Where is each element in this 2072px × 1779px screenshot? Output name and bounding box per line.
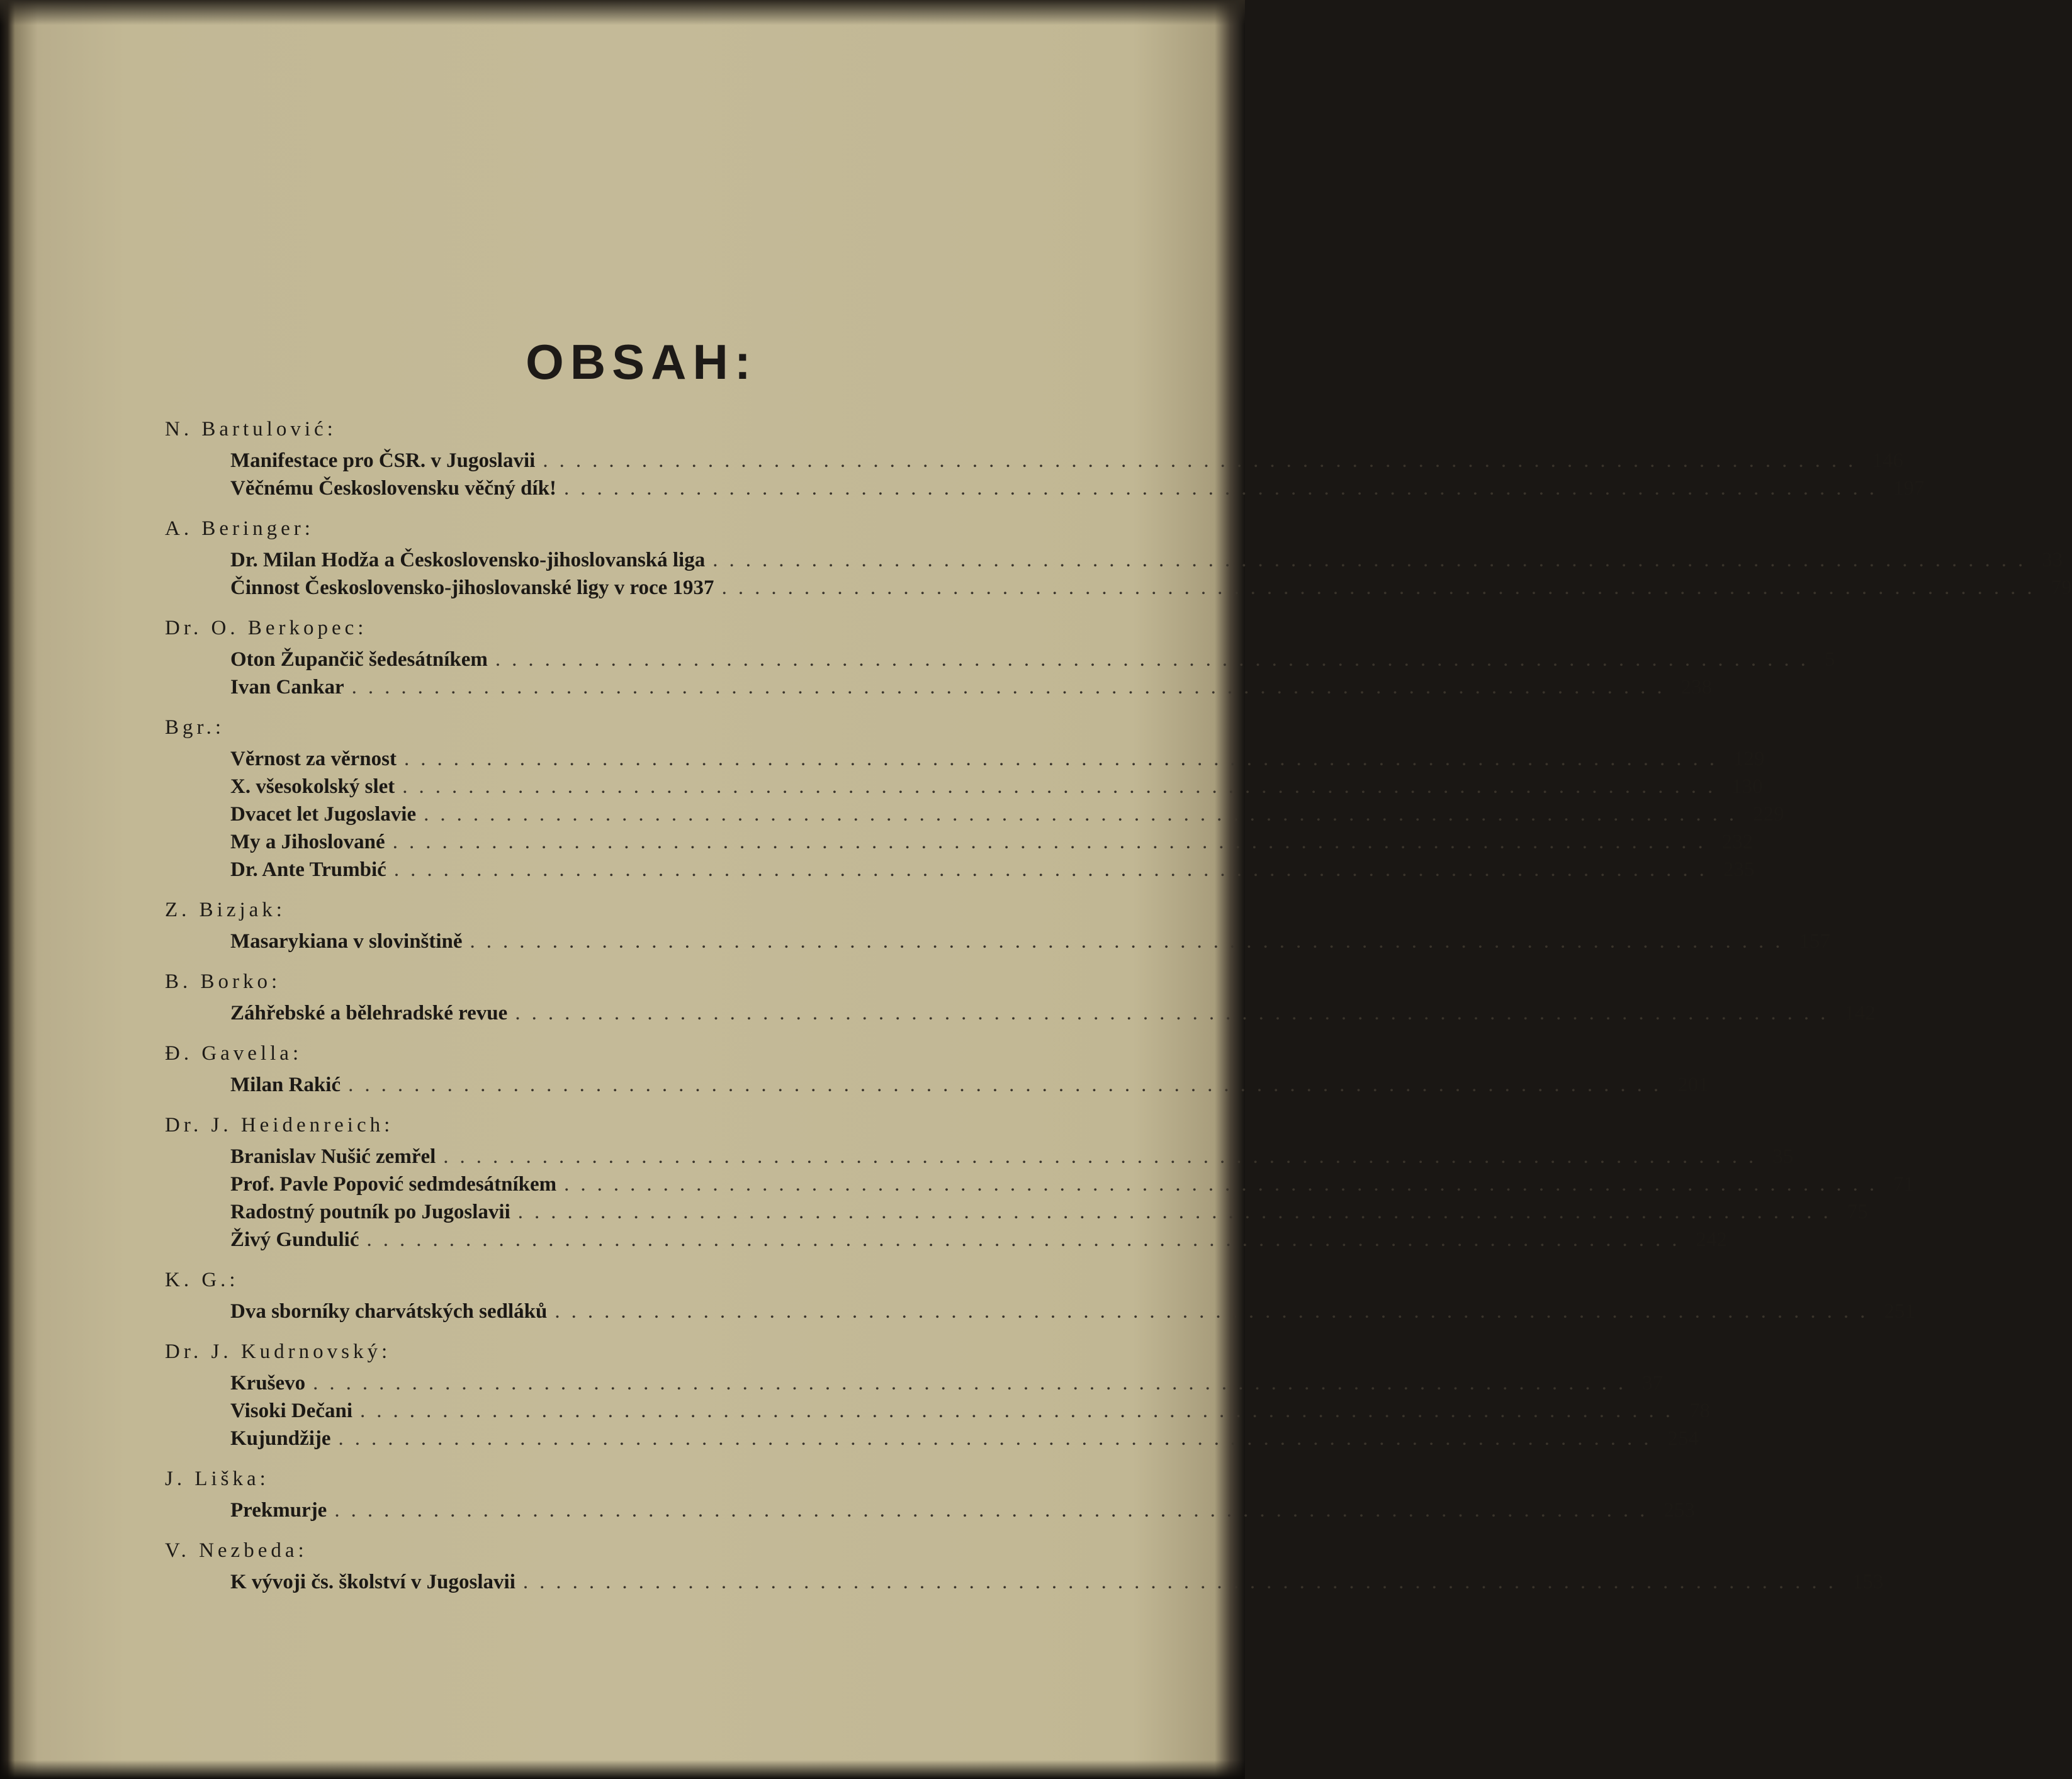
toc-section — [165, 1111, 1915, 1254]
dot-leader: ................................................................................ — [351, 676, 1674, 699]
dot-leader: ................................................................................ — [522, 1571, 1845, 1593]
dot-leader: ................................................................................ — [517, 1201, 1840, 1223]
toc-entry — [230, 1397, 1711, 1425]
toc-entry — [230, 1568, 1884, 1596]
entry-title: Kujundžije — [230, 1427, 331, 1450]
dot-leader: ................................................................................ — [424, 803, 1746, 826]
toc-section — [165, 714, 1784, 884]
toc-section — [165, 614, 1835, 701]
dot-leader: ................................................................................ — [402, 775, 1725, 798]
author-name: Dr. O. Berkopec: — [165, 617, 368, 639]
author-name: J. Liška: — [165, 1468, 269, 1490]
entry-title: Dr. Ante Trumbić — [230, 858, 386, 881]
page-number: 146 — [1872, 449, 1903, 472]
entry-title: Živý Gundulić — [230, 1228, 359, 1251]
toc-entry — [230, 800, 1784, 828]
entry-list — [230, 1143, 1915, 1254]
toc-section — [165, 1537, 1884, 1596]
entry-title: Činnost Československo-jihoslovanské ligy v roce 1937 — [230, 576, 714, 599]
page-number: 130 — [1731, 775, 1763, 798]
entry-title: Dva sborníky charvátských sedláků — [230, 1300, 548, 1323]
page-number: 78 — [1689, 1400, 1711, 1422]
toc-entry — [230, 1143, 1794, 1170]
page-number: 253 — [1664, 1499, 1695, 1522]
entry-title: X. všesokolský slet — [230, 775, 395, 798]
entry-title: Milan Rakić — [230, 1074, 341, 1096]
entry-title: Ivan Cankar — [230, 676, 344, 699]
entry-title: Manifestace pro ČSR. v Jugoslavii — [230, 449, 536, 472]
dot-leader: ................................................................................ — [393, 858, 1716, 881]
page-number: 35 — [1772, 1145, 1794, 1168]
toc-entry — [230, 1170, 1915, 1198]
toc-entry — [230, 856, 1755, 884]
author-name: Đ. Gavella: — [165, 1042, 303, 1065]
toc-entry — [230, 1198, 1868, 1226]
entry-title: Věrnost za věrnost — [230, 748, 397, 770]
page-number: 157 — [1799, 930, 1831, 953]
toc-entry — [230, 1496, 1695, 1524]
dot-leader: ................................................................................ — [403, 748, 1726, 770]
page-title: OBSAH: — [526, 334, 757, 390]
toc-entry — [230, 1071, 1709, 1099]
table-of-contents — [165, 415, 2072, 1608]
entry-list — [230, 999, 1876, 1027]
page-number: 242 — [1696, 1228, 1727, 1251]
entry-title: K vývoji čs. školství v Jugoslavii — [230, 1571, 515, 1593]
dot-leader: ................................................................................ — [348, 1074, 1670, 1096]
entry-list — [230, 646, 1835, 701]
author-name: N. Bartulović: — [165, 418, 337, 441]
entry-title: Oton Župančič šedesátníkem — [230, 648, 488, 671]
entry-title: Věčnému Československu věčný dík! — [230, 477, 556, 500]
entry-list — [230, 928, 1831, 955]
entry-list — [230, 546, 2072, 602]
dot-leader: ................................................................................ — [334, 1499, 1657, 1522]
entry-title: Prof. Pavle Popović sedmdesátníkem — [230, 1173, 557, 1196]
toc-entry — [230, 646, 1835, 673]
entry-list — [230, 1496, 1695, 1524]
toc-entry — [230, 928, 1831, 955]
dot-leader: ................................................................................ — [338, 1427, 1660, 1450]
page-number: 5 — [1824, 648, 1835, 671]
toc-section — [165, 1465, 1695, 1524]
entry-title: Branislav Nušić zemřel — [230, 1145, 436, 1168]
entry-title: Prekmurje — [230, 1499, 327, 1522]
entry-title: Záhřebské a bělehradské revue — [230, 1002, 508, 1024]
dot-leader: ................................................................................ — [555, 1300, 1877, 1323]
page-number: 79 — [2051, 576, 2072, 599]
toc-section — [165, 415, 1925, 502]
page-number: 71 — [1893, 1173, 1915, 1196]
dot-leader: ................................................................................ — [366, 1228, 1689, 1251]
author-name: Bgr.: — [165, 716, 225, 739]
toc-entry — [230, 574, 2072, 602]
dot-leader: ................................................................................ — [470, 930, 1792, 953]
entry-title: Dr. Milan Hodža a Československo-jihoslovanská liga — [230, 549, 706, 571]
toc-entry — [230, 773, 1763, 800]
author-name: Dr. J. Kudrnovský: — [165, 1340, 391, 1363]
author-name: A. Beringer: — [165, 517, 314, 540]
page-number: 232 — [1721, 831, 1754, 853]
page-number: 254 — [1667, 1427, 1699, 1450]
toc-entry — [230, 474, 1925, 502]
entry-list — [230, 1071, 1709, 1099]
page-number: 75 — [1847, 1201, 1868, 1223]
toc-entry — [230, 546, 2063, 574]
page-number: 33 — [2042, 549, 2063, 571]
toc-section — [165, 1040, 1709, 1099]
toc-section — [165, 896, 1831, 955]
entry-list — [230, 1369, 1711, 1452]
toc-section — [165, 515, 2072, 602]
page-number: 37 — [1642, 1372, 1664, 1395]
page-number: 201 — [1677, 1074, 1709, 1096]
dot-leader: ................................................................................ — [495, 648, 1817, 671]
entry-title: Visoki Dečani — [230, 1400, 353, 1422]
dot-leader: ................................................................................ — [443, 1145, 1765, 1168]
toc-entry — [230, 673, 1713, 701]
dot-leader: ................................................................................ — [360, 1400, 1682, 1422]
toc-entry — [230, 1226, 1727, 1254]
dot-leader: ................................................................................ — [515, 1002, 1837, 1024]
entry-title: Kruševo — [230, 1372, 306, 1395]
author-name: Z. Bizjak: — [165, 899, 286, 921]
toc-entry — [230, 828, 1754, 856]
entry-title: Radostný poutník po Jugoslavii — [230, 1201, 510, 1223]
entry-list — [230, 745, 1784, 884]
dot-leader: ................................................................................ — [564, 1173, 1886, 1196]
page-number: 235 — [1723, 858, 1755, 881]
page-bottom-edge — [0, 1760, 1245, 1779]
toc-entry — [230, 1369, 1664, 1397]
dot-leader: ................................................................................ — [392, 831, 1714, 853]
author-name: Dr. J. Heidenreich: — [165, 1114, 394, 1136]
toc-section — [165, 968, 1876, 1027]
page-number: 251 — [1884, 1300, 1915, 1323]
toc-entry — [230, 1425, 1699, 1452]
page-number: 153 — [1852, 1571, 1884, 1593]
page-number: 238 — [1681, 676, 1713, 699]
dot-leader: ................................................................................ — [313, 1372, 1635, 1395]
dot-leader: ................................................................................ — [721, 576, 2044, 599]
page-number: 229 — [1753, 803, 1784, 826]
entry-list — [230, 447, 1925, 502]
dot-leader: ................................................................................ — [712, 549, 2035, 571]
entry-list — [230, 1568, 1884, 1596]
toc-section — [165, 1338, 1711, 1452]
toc-entry — [230, 1298, 1915, 1325]
entry-title: Dvacet let Jugoslavie — [230, 803, 417, 826]
author-name: K. G.: — [165, 1269, 239, 1291]
dot-leader: ................................................................................ — [543, 449, 1865, 472]
entry-title: My a Jihoslované — [230, 831, 385, 853]
entry-title: Masarykiana v slovinštině — [230, 930, 463, 953]
entry-list — [230, 1298, 1915, 1325]
toc-entry — [230, 999, 1876, 1027]
author-name: B. Borko: — [165, 970, 281, 993]
page-number: 142 — [1844, 1002, 1876, 1024]
author-name: V. Nezbeda: — [165, 1539, 308, 1562]
toc-entry — [230, 745, 1765, 773]
toc-section — [165, 1266, 1915, 1325]
dot-leader: ................................................................................ — [563, 477, 1886, 500]
toc-entry — [230, 447, 1903, 474]
page-number: 129 — [1733, 748, 1765, 770]
page-number: 197 — [1893, 477, 1925, 500]
